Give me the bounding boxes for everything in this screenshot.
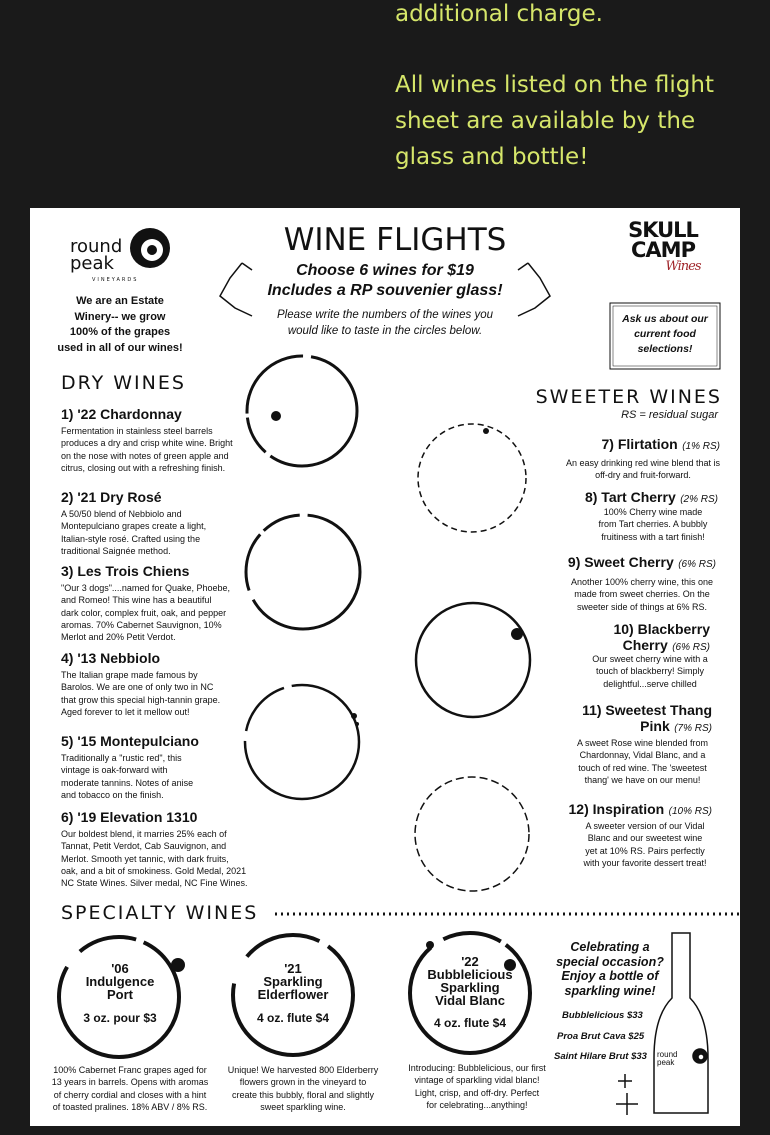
- round-peak-logo: [70, 238, 138, 289]
- sweet-wine-12-desc: A sweeter version of our Vidal Blanc and our sweetest wine yet at 10% RS. Pairs perfectly with your favorite dessert treat!: [583, 821, 707, 868]
- bottle-label: round peak: [657, 1050, 678, 1067]
- top-note-line1: additional charge.: [395, 1, 603, 27]
- camp-word: CAMP: [631, 238, 695, 262]
- top-note-line3: sheet are available by the: [395, 108, 696, 134]
- celebrate-note: Celebrating a special occasion? Enjoy a bottle of sparkling wine!: [556, 940, 664, 998]
- dry-wine-4: 4) '13 Nebbiolo The Italian grape made famous by Barolos. We are one of only two in NC that grow this special high-tannin grape. Aged forever to let it mellow out!: [61, 650, 221, 717]
- sweet-wine-9-desc: Another 100% cherry wine, this one made from sweet cherries. On the sweeter side of things at 6% RS.: [570, 577, 714, 612]
- flight-instructions: Please write the numbers of the wines you would like to taste in the circles below.: [276, 309, 494, 337]
- dry-wine-1: 1) '22 Chardonnay Fermentation in stainless steel barrels produces a dry and crisp white wine. Bright on the nose with notes of green apple and citrus, closing out with a refreshing finish.: [61, 406, 233, 473]
- specialty-price: 3 oz. pour $3: [83, 1011, 157, 1025]
- sweet-wine-7: 7) Flirtation (1% RS): [601, 436, 720, 452]
- sweet-wine-10-desc: Our sweet cherry wine with a touch of blackberry! Simply delightful...serve chilled: [592, 654, 708, 689]
- specialty-wine-2-desc: Unique! We harvested 800 Elderberry flowers grown in the vineyard to create this bubbly, floral and slightly sweet sparkling wine.: [227, 1065, 379, 1112]
- specialty-wines-heading: SPECIALTY WINES: [61, 902, 259, 924]
- dry-wine-5: 5) '15 Montepulciano Traditionally a "rustic red", this vintage is oak-forward with moderate tannins. Notes of anise and tobacco on the finish.: [61, 733, 199, 800]
- skull-camp-wines: Wines: [665, 259, 701, 274]
- dry-wine-6: 6) '19 Elevation 1310 Our boldest blend, it marries 25% each of Tannat, Petit Verdot, Cab Sauvignon, and Merlot. Smooth yet tannic, with dark fruits, oak, and a bit of smokiness. Gold Medal, 2021 NC State Wines. Silver medal, NC Fine Wines.: [61, 809, 248, 889]
- top-note-line2: All wines listed on the flight: [395, 72, 714, 98]
- sweet-wine-8-desc: 100% Cherry wine made from Tart cherries. A bubbly fruitiness with a tart finish!: [598, 507, 708, 542]
- sweet-wine-10: 10) Blackberry Cherry (6% RS): [613, 621, 710, 653]
- bottle-price-1: Bubblelicious $33: [562, 1010, 643, 1021]
- logo-sub: VINEYARDS: [92, 277, 139, 283]
- skull-word: SKULL: [628, 218, 698, 242]
- dry-wines-heading: DRY WINES: [61, 372, 186, 394]
- specialty-wine-1: '06 Indulgence Port 3 oz. pour $3: [65, 962, 175, 1025]
- page-title: WINE FLIGHTS: [283, 222, 507, 258]
- specialty-price: 4 oz. flute $4: [433, 1016, 507, 1030]
- sweet-wine-11: 11) Sweetest Thang Pink (7% RS): [582, 702, 712, 734]
- sweeter-wines-heading: SWEETER WINES: [535, 386, 722, 408]
- sweet-wine-9: 9) Sweet Cherry (6% RS): [567, 554, 716, 570]
- specialty-wine-3: '22 Bubblelicious Sparkling Vidal Blanc 4 oz. flute $4: [410, 955, 530, 1030]
- specialty-wine-1-desc: 100% Cabernet Franc grapes aged for 13 years in barrels. Opens with aromas of cherry cordial and closes with a hint of toasted pralines. 18% ABV / 8% RS.: [51, 1065, 209, 1112]
- bottle-price-2: Proa Brut Cava $25: [557, 1031, 645, 1042]
- sweet-wine-11-desc: A sweet Rose wine blended from Chardonnay, Vidal Blanc, and a touch of red wine. The 'sweetest thang' we have on our menu!: [576, 738, 709, 785]
- estate-note: We are an Estate Winery-- we grow 100% of the grapes used in all of our wines!: [57, 295, 183, 354]
- dry-wine-3: 3) Les Trois Chiens "Our 3 dogs"....named for Quake, Phoebe, and Romeo! This wine has a beautiful dark color, complex fruit, oak, and pepper aromas. 70% Cabernet Sauvignon, 10% Merlot and 20% Petit Verdot.: [61, 563, 230, 643]
- wine-flight-sheet: [30, 208, 740, 1126]
- food-note: Ask us about our current food selections!: [622, 313, 708, 355]
- sweet-wine-7-desc: An easy drinking red wine blend that is off-dry and fruit-forward.: [565, 458, 721, 481]
- top-note-line4: glass and bottle!: [395, 144, 589, 170]
- bottle-price-3: Saint Hilare Brut $33: [554, 1051, 647, 1062]
- sweet-wine-8: 8) Tart Cherry (2% RS): [584, 489, 718, 505]
- logo-word-peak: peak: [70, 253, 114, 274]
- specialty-wine-2: '21 Sparkling Elderflower 4 oz. flute $4: [238, 962, 348, 1025]
- specialty-price: 4 oz. flute $4: [256, 1011, 330, 1025]
- skull-camp-logo: [608, 220, 718, 274]
- logo-word-round: round: [70, 236, 123, 257]
- flight-offer: Choose 6 wines for $19 Includes a RP souvenier glass!: [267, 262, 503, 299]
- dry-wine-2: 2) '21 Dry Rosé A 50/50 blend of Nebbiolo and Montepulciano grapes create a light, Italian-style rosé. Crafted using the traditional Saignée method.: [61, 489, 207, 556]
- rs-note: RS = residual sugar: [621, 409, 718, 421]
- sweet-wine-12: 12) Inspiration (10% RS): [568, 801, 712, 817]
- specialty-wine-3-desc: Introducing: Bubblelicious, our first vintage of sparkling vidal blanc! Light, crisp, and off-dry. Perfect for celebrating...anything!: [408, 1063, 546, 1110]
